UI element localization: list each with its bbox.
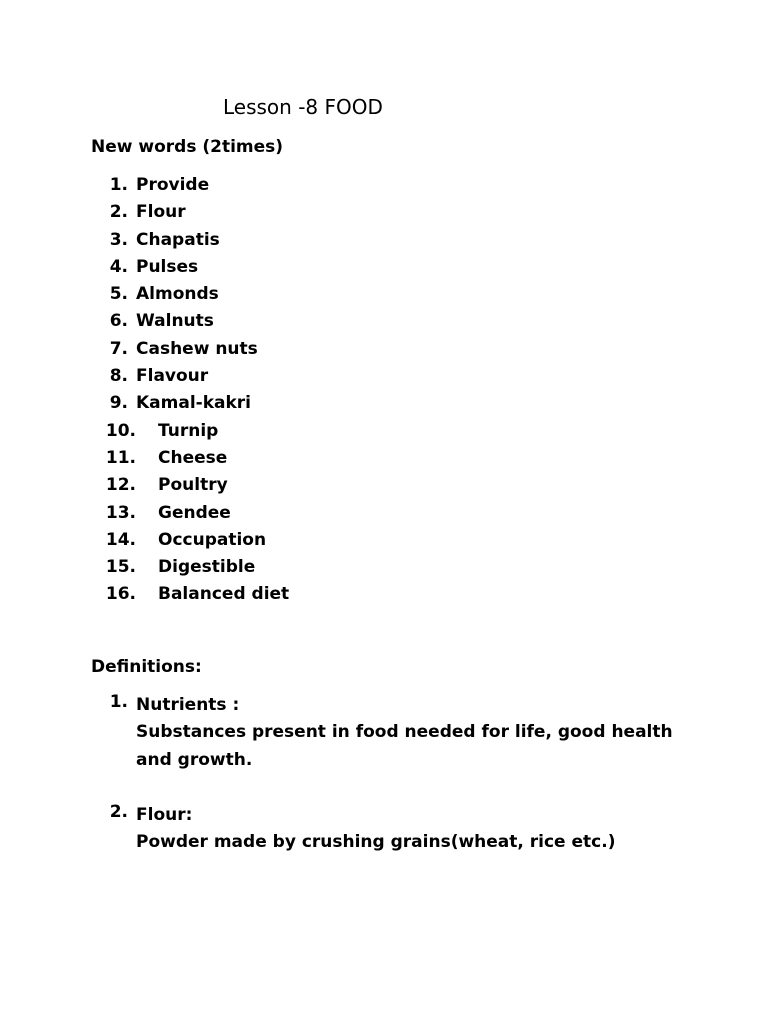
definition-text: Powder made by crushing grains(wheat, rice etc.) xyxy=(136,832,616,853)
item-word: Chapatis xyxy=(136,229,220,250)
item-word: Provide xyxy=(136,175,210,195)
item-number: 6. xyxy=(109,311,128,332)
item-word: Walnuts xyxy=(136,311,214,332)
definition-body xyxy=(136,802,676,857)
item-word: Flour xyxy=(136,202,186,223)
item-word: Cheese xyxy=(158,447,228,468)
item-number: 14. xyxy=(105,529,136,550)
item-word: Balanced diet xyxy=(158,584,290,605)
item-number: 3. xyxy=(109,229,128,250)
item-word: Gendee xyxy=(158,502,231,523)
item-number: 4. xyxy=(109,256,128,277)
item-number: 1. xyxy=(109,175,128,195)
item-word: Occupation xyxy=(158,529,267,550)
item-number: 5. xyxy=(109,284,128,305)
definition-term: Nutrients : xyxy=(136,695,240,715)
new-words-heading: New words (2times) xyxy=(91,137,284,157)
definitions-heading: Definitions: xyxy=(91,657,202,677)
item-word: Kamal-kakri xyxy=(136,393,252,414)
item-word: Almonds xyxy=(136,284,219,305)
definition-body xyxy=(136,692,676,774)
definition-text: Substances present in food needed for life, good health and growth. xyxy=(136,722,673,770)
item-word: Poultry xyxy=(158,475,228,496)
item-number: 8. xyxy=(109,366,128,387)
item-number: 15. xyxy=(105,557,136,578)
item-word: Turnip xyxy=(158,420,219,441)
item-word: Flavour xyxy=(136,366,209,387)
item-word: Cashew nuts xyxy=(136,338,258,359)
item-number: 9. xyxy=(109,393,128,414)
item-number: 10. xyxy=(105,420,136,441)
item-number: 11. xyxy=(105,447,136,468)
item-number: 7. xyxy=(109,338,128,359)
item-number: 13. xyxy=(105,502,136,523)
definition-number: 1. xyxy=(109,692,128,712)
item-number: 2. xyxy=(109,202,128,223)
item-word: Pulses xyxy=(136,256,199,277)
definition-term: Flour: xyxy=(136,805,193,825)
definition-number: 2. xyxy=(109,802,128,822)
item-number: 16. xyxy=(105,584,136,605)
page-title: Lesson -8 FOOD xyxy=(223,95,383,119)
item-word: Digestible xyxy=(158,557,256,578)
item-number: 12. xyxy=(105,475,136,496)
